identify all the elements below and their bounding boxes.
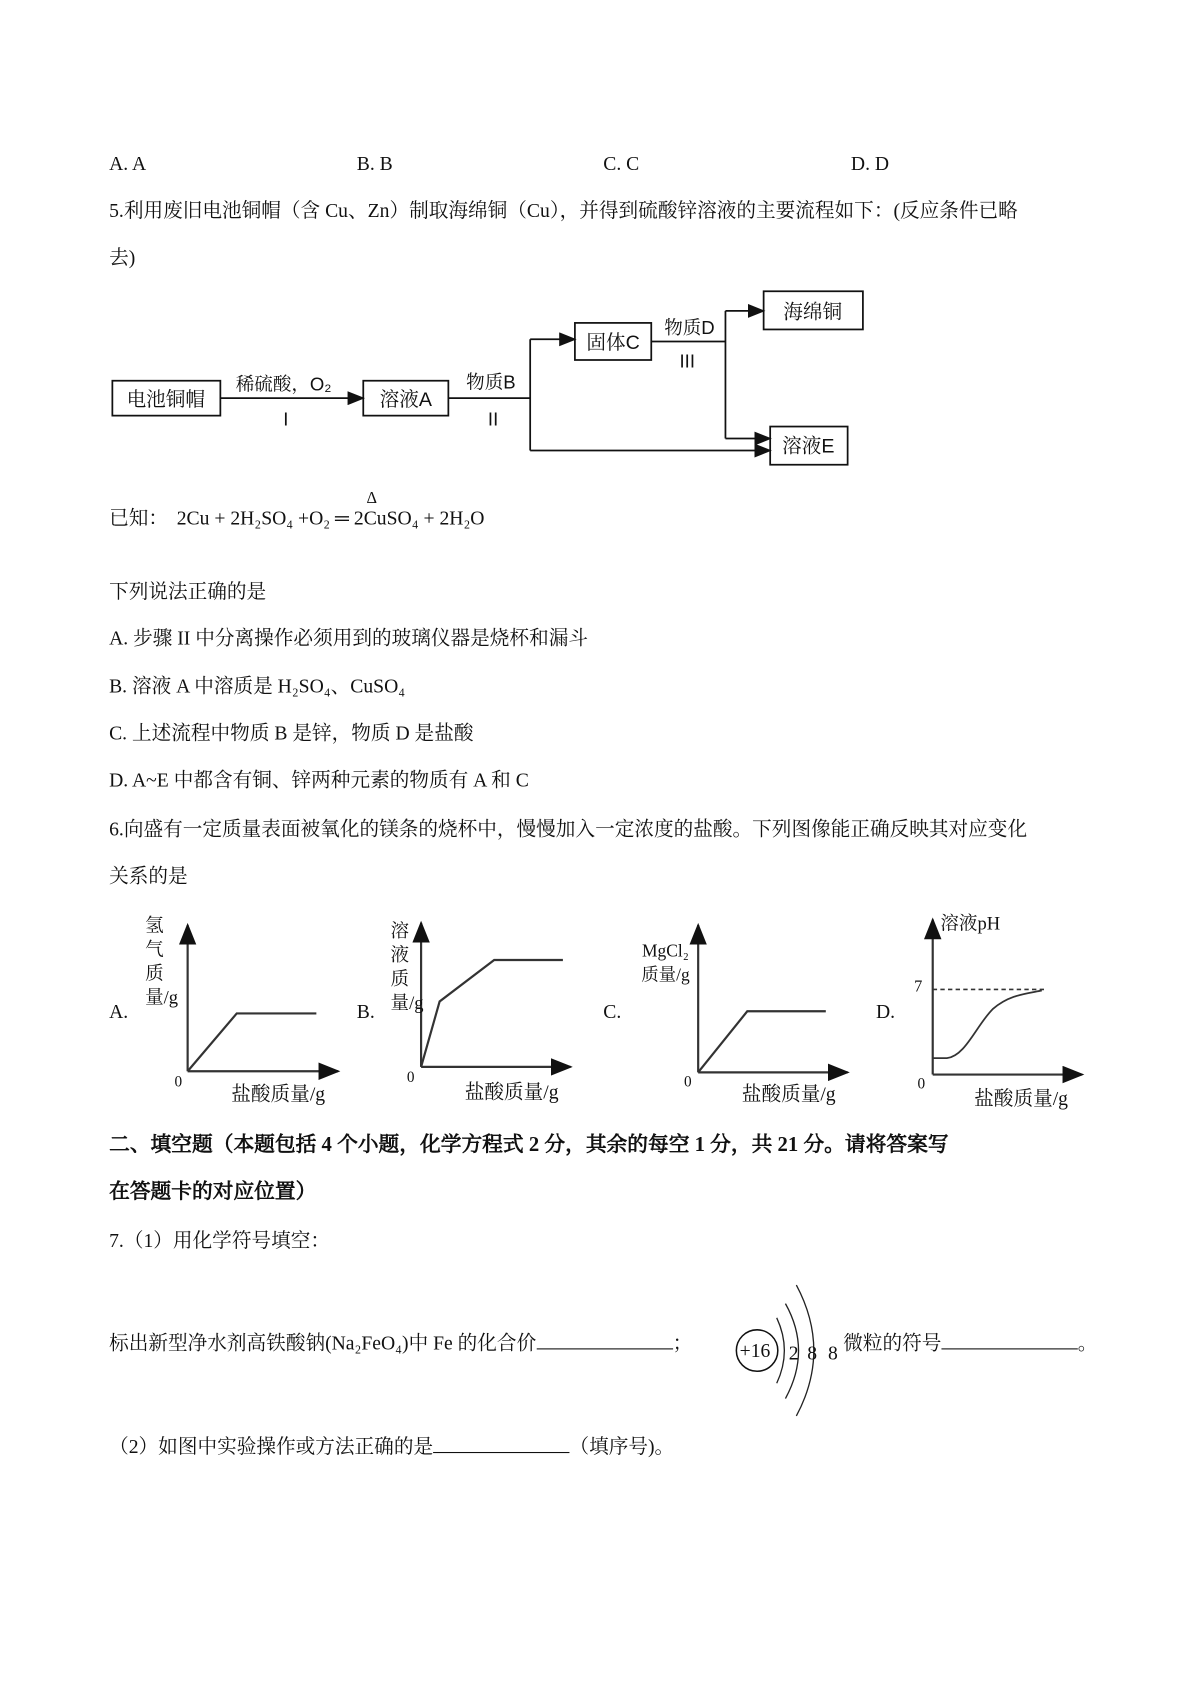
q7-sep: ； (672, 1331, 693, 1354)
q4-option-c: C. C (603, 152, 640, 175)
q7-end: 。 (1077, 1331, 1098, 1354)
q6-stem: 6.向盛有一定质量表面被氧化的镁条的烧杯中，慢慢加入一定浓度的盐酸。下列图像能正确反映其对应变化 (109, 818, 1028, 840)
graph-b-xlabel: 盐酸质量/g (464, 1081, 559, 1103)
flow-step2: II (487, 408, 499, 430)
shell-3: 8 (827, 1341, 838, 1364)
flow-step3: III (679, 350, 695, 372)
q4-option-d: D. D (850, 152, 890, 175)
q4-option-b: B. B (356, 152, 393, 175)
graph-b-origin: 0 (406, 1070, 415, 1087)
q5-option-d: D. A~E 中都含有铜、锌两种元素的物质有 A 和 C (109, 769, 529, 791)
graph-d-ph7: 7 (914, 978, 923, 996)
flow-start: 电池铜帽 (126, 388, 206, 411)
flow-solid-c: 固体C (586, 332, 640, 355)
section2-heading: 二、填空题（本题包括 4 个小题，化学方程式 2 分，其余的每空 1 分，共 21 分。请将答案写 (109, 1133, 949, 1157)
q7-fill1-text: 标出新型净水剂高铁酸钠(Na₂FeO₄)中 Fe 的化合价 (109, 1331, 537, 1354)
graph-d-label: D. (875, 1000, 896, 1023)
graph-d-ylabel: 溶液pH (940, 913, 1001, 934)
q7-part2-end: （填序号)。 (569, 1435, 675, 1458)
q5-stem-cont: 去) (109, 246, 136, 269)
shell-1: 2 (788, 1341, 799, 1364)
graph-a-ylabel: 氢气质量/g (145, 915, 179, 1008)
graph-a-label: A. (109, 1000, 129, 1023)
q6-stem-cont: 关系的是 (109, 865, 188, 887)
flow-sponge-copper: 海绵铜 (783, 301, 843, 324)
answer-blank-symbol[interactable] (941, 1333, 1077, 1349)
graph-b-label: B. (356, 1000, 375, 1023)
flow-solution-a: 溶液A (379, 388, 432, 411)
heat-condition: Δ (366, 489, 378, 508)
section2-heading-cont: 在答题卡的对应位置） (109, 1180, 317, 1204)
q5-option-b: B. 溶液 A 中溶质是 H₂SO₄、CuSO₄ (109, 675, 406, 698)
graph-d-xlabel: 盐酸质量/g (974, 1087, 1069, 1110)
graph-c-xlabel: 盐酸质量/g (741, 1083, 836, 1106)
flow-step1: I (283, 408, 289, 430)
q7-fill2-text: 微粒的符号 (843, 1331, 942, 1354)
q7-part2-line (109, 1437, 674, 1457)
graph-b-ylabel: 溶液质量/g (390, 920, 424, 1014)
graph-d-origin: 0 (917, 1076, 926, 1094)
flow-solution-e: 溶液E (782, 435, 835, 458)
nucleus-charge: +16 (739, 1339, 771, 1362)
q4-option-a: A. A (109, 152, 147, 175)
graph-a-xlabel: 盐酸质量/g (231, 1083, 326, 1106)
flow-step1-reagent: 稀硫酸，O₂ (235, 373, 332, 395)
q7-fill2-line (843, 1333, 1097, 1353)
known-label: 已知： (109, 507, 168, 530)
flow-step2-reagent: 物质B (466, 371, 516, 393)
graph-c-origin: 0 (683, 1074, 692, 1091)
graph-c-label: C. (603, 1000, 622, 1023)
graph-a-origin: 0 (174, 1074, 183, 1091)
flow-step3-reagent: 物质D (664, 316, 715, 338)
known-equation: 2Cu + 2H₂SO₄ +O₂ ═ 2CuSO₄ + 2H₂O (176, 507, 485, 530)
shell-2: 8 (807, 1341, 818, 1364)
answer-blank-operation[interactable] (433, 1437, 569, 1453)
q5-stem: 5.利用废旧电池铜帽（含 Cu、Zn）制取海绵铜（Cu），并得到硫酸锌溶液的主要流程如下：(反应条件已略 (109, 199, 1018, 222)
q5-option-c: C. 上述流程中物质 B 是锌，物质 D 是盐酸 (109, 722, 474, 744)
q5-prompt: 下列说法正确的是 (109, 580, 267, 603)
graph-c-ylabel: MgCl₂质量/g (641, 942, 690, 986)
q7-part2-text: （2）如图中实验操作或方法正确的是 (109, 1435, 434, 1458)
q7-part1: 7.（1）用化学符号填空： (109, 1229, 330, 1252)
q5-option-a: A. 步骤 II 中分离操作必须用到的玻璃仪器是烧杯和漏斗 (109, 627, 588, 650)
